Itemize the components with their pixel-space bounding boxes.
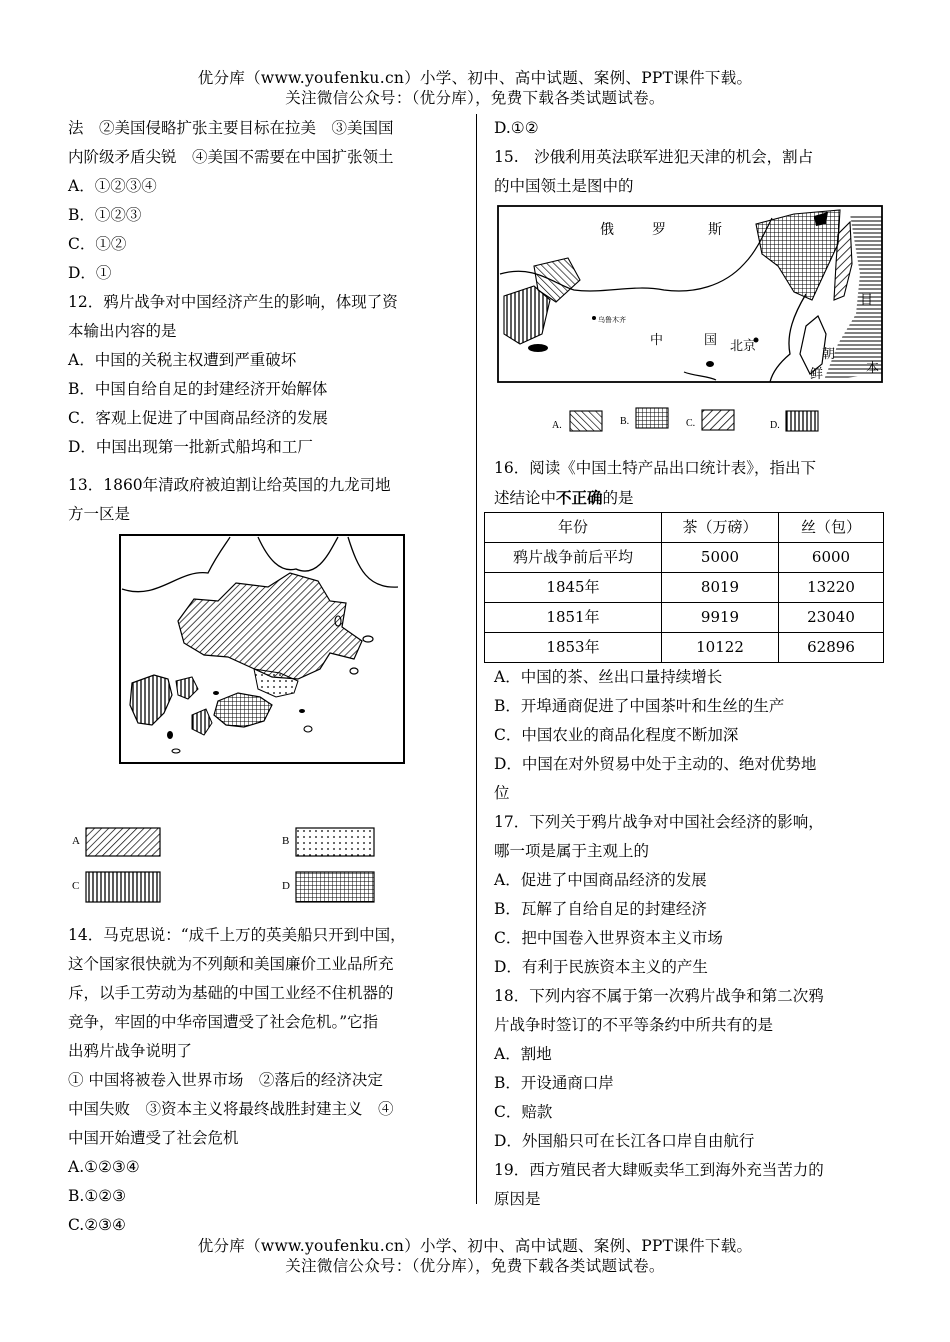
table-row xyxy=(485,633,884,663)
q18-stem-line-2: 片战争时签订的不平等条约中所共有的是 xyxy=(494,1016,774,1034)
q13-legend-c-label: C xyxy=(72,880,80,892)
map-label-chao: 朝 xyxy=(822,347,836,362)
table-row xyxy=(485,603,884,633)
table-header-cell: 茶（万磅） xyxy=(662,513,779,543)
table-cell: 1845年 xyxy=(485,573,662,603)
q15-legend-d-swatch xyxy=(786,411,818,431)
q14-option-c: C.②③④ xyxy=(68,1216,126,1234)
q19-stem-line-1: 19．西方殖民者大肆贩卖华工到海外充当苦力的 xyxy=(494,1161,824,1179)
q14-stem-line-4: 竞争，牢固的中华帝国遭受了社会危机。”它指 xyxy=(68,1013,379,1031)
q17-stem-line-2: 哪一项是属于主观上的 xyxy=(494,842,650,860)
q14-stem-line-2: 这个国家很快就为不列颠和美国廉价工业品所充 xyxy=(68,955,394,973)
q13-legend-c-swatch xyxy=(86,872,160,902)
q16-stem-part-3: 的是 xyxy=(602,489,634,507)
table-row xyxy=(485,543,884,573)
q16-stem-line-1: 16．阅读《中国土特产品出口统计表》，指出下 xyxy=(494,459,816,477)
q15-figure xyxy=(494,204,886,454)
map-label-e: 俄 xyxy=(600,222,614,238)
table-cell: 6000 xyxy=(779,543,884,573)
table-cell: 5000 xyxy=(662,543,779,573)
map-label-beijing: 北京 xyxy=(730,339,757,354)
table-cell: 9919 xyxy=(662,603,779,633)
q17-option-c: C．把中国卷入世界资本主义市场 xyxy=(494,929,723,947)
q11-option-d: D．① xyxy=(68,264,112,282)
export-statistics-table xyxy=(484,512,884,663)
right-column xyxy=(494,114,886,1214)
russia-china-map xyxy=(494,204,886,454)
page-header xyxy=(0,68,950,108)
q16-stem-line-2 xyxy=(494,483,886,512)
q12-option-d: D．中国出现第一批新式船坞和工厂 xyxy=(68,438,313,456)
table-cell: 23040 xyxy=(779,603,884,633)
q17-option-a: A．促进了中国商品经济的发展 xyxy=(494,871,707,889)
q14-options-line-2: 中国失败 ③资本主义将最终战胜封建主义 ④ xyxy=(68,1100,394,1118)
q18-option-c: C．赔款 xyxy=(494,1103,553,1121)
q11-continued-line-1: 法 ②美国侵略扩张主要目标在拉美 ③美国国 xyxy=(68,119,394,137)
q16-option-c: C．中国农业的商品化程度不断加深 xyxy=(494,726,739,744)
q11-continued-line-2: 内阶级矛盾尖锐 ④美国不需要在中国扩张领土 xyxy=(68,148,394,166)
q12-option-c: C．客观上促进了中国商品经济的发展 xyxy=(68,409,328,427)
q15-legend-c-swatch xyxy=(702,410,734,430)
q16-stem-part-1: 述结论中 xyxy=(494,489,557,507)
map-label-ri: 日 xyxy=(860,293,874,308)
q15-legend-a-swatch xyxy=(570,411,602,431)
q13-legend-d-label: D xyxy=(282,880,290,892)
q18-stem-line-1: 18．下列内容不属于第一次鸦片战争和第二次鸦 xyxy=(494,987,824,1005)
q14-stem-line-5: 出鸦片战争说明了 xyxy=(68,1042,193,1060)
q16-option-b: B．开埠通商促进了中国茶叶和生丝的生产 xyxy=(494,697,785,715)
q18-option-a: A．割地 xyxy=(494,1045,552,1063)
q12-option-b: B．中国自给自足的封建经济开始解体 xyxy=(68,380,328,398)
q13-stem-line-2: 方一区是 xyxy=(68,505,131,523)
q14-stem-line-1: 14．马克思说：“成千上万的英美船只开到中国， xyxy=(68,926,406,944)
table-cell: 1853年 xyxy=(485,633,662,663)
q14-option-d: D.①② xyxy=(494,119,539,137)
q14-options-line-3: 中国开始遭受了社会危机 xyxy=(68,1129,239,1147)
column-divider xyxy=(476,114,477,1204)
q13-stem-line-1: 13．1860年清政府被迫割让给英国的九龙司地 xyxy=(68,476,391,494)
page-footer xyxy=(0,1236,950,1276)
q17-option-b: B．瓦解了自给自足的封建经济 xyxy=(494,900,707,918)
q18-option-d: D．外国船只可在长江各口岸自由航行 xyxy=(494,1132,755,1150)
q14-option-a: A.①②③④ xyxy=(68,1158,140,1176)
q14-option-b: B.①②③ xyxy=(68,1187,127,1205)
q15-stem-line-1: 15. 沙俄利用英法联军进犯天津的机会，割占 xyxy=(494,148,814,166)
table-cell: 13220 xyxy=(779,573,884,603)
q13-legend-b-swatch xyxy=(296,828,374,856)
q11-option-c: C．①② xyxy=(68,235,127,253)
table-header-cell: 年份 xyxy=(485,513,662,543)
q12-option-a: A．中国的关税主权遭到严重破坏 xyxy=(68,351,297,369)
q19-stem-line-2: 原因是 xyxy=(494,1190,541,1208)
table-cell: 1851年 xyxy=(485,603,662,633)
map-label-guo: 国 xyxy=(704,333,718,348)
q15-legend-a-label: A. xyxy=(552,420,562,431)
header-line-2: 关注微信公众号：（优分库），免费下载各类试题试卷。 xyxy=(285,89,665,107)
map-label-wulumuqi: 乌鲁木齐 xyxy=(598,316,626,324)
table-cell: 62896 xyxy=(779,633,884,663)
q16-option-d-line-1: D．中国在对外贸易中处于主动的、绝对优势地 xyxy=(494,755,817,773)
q14-options-line-1: ① 中国将被卷入世界市场 ②落后的经济决定 xyxy=(68,1071,383,1089)
q13-legend-a-swatch xyxy=(86,828,160,856)
map-label-xian: 鲜 xyxy=(810,367,824,382)
q13-legend-d-swatch xyxy=(296,872,374,902)
q15-stem-line-2: 的中国领土是图中的 xyxy=(494,177,634,195)
q15-legend-b-swatch xyxy=(636,408,668,428)
q12-stem-line-1: 12．鸦片战争对中国经济产生的影响，体现了资 xyxy=(68,293,398,311)
q17-option-d: D．有利于民族资本主义的产生 xyxy=(494,958,708,976)
table-header-cell: 丝（包） xyxy=(779,513,884,543)
q15-legend-c-label: C. xyxy=(686,418,696,429)
q15-legend-d-label: D. xyxy=(770,420,780,431)
table-cell: 鸦片战争前后平均 xyxy=(485,543,662,573)
header-line-1: 优分库（www.youfenku.cn）小学、初中、高中试题、案例、PPT课件下载。 xyxy=(197,69,753,87)
q16-option-a: A．中国的茶、丝出口量持续增长 xyxy=(494,668,723,686)
map-label-si: 斯 xyxy=(708,222,722,238)
left-column xyxy=(68,114,460,1240)
map-label-zhong: 中 xyxy=(650,333,664,348)
table-header-row xyxy=(485,513,884,543)
map-label-ben: 本 xyxy=(866,361,880,376)
q18-option-b: B．开设通商口岸 xyxy=(494,1074,614,1092)
footer-line-1: 优分库（www.youfenku.cn）小学、初中、高中试题、案例、PPT课件下载。 xyxy=(197,1237,753,1255)
q16-stem-emphasis: 不正确 xyxy=(556,488,603,507)
map-label-luo: 罗 xyxy=(652,222,666,238)
q15-legend-b-label: B. xyxy=(620,416,630,427)
table-row xyxy=(485,573,884,603)
footer-line-2: 关注微信公众号：（优分库），免费下载各类试题试卷。 xyxy=(285,1257,665,1275)
table-cell: 8019 xyxy=(662,573,779,603)
q11-option-b: B．①②③ xyxy=(68,206,142,224)
q13-legend-a-label: A xyxy=(72,835,80,847)
q12-stem-line-2: 本输出内容的是 xyxy=(68,322,177,340)
q14-stem-line-3: 斥，以手工劳动为基础的中国工业经不住机器的 xyxy=(68,984,394,1002)
q11-option-a: A．①②③④ xyxy=(68,177,157,195)
q13-figure xyxy=(68,529,460,921)
table-cell: 10122 xyxy=(662,633,779,663)
q17-stem-line-1: 17．下列关于鸦片战争对中国社会经济的影响， xyxy=(494,813,824,831)
hong-kong-map xyxy=(68,529,460,921)
q13-legend-b-label: B xyxy=(282,835,290,847)
q16-option-d-line-2: 位 xyxy=(494,784,510,802)
